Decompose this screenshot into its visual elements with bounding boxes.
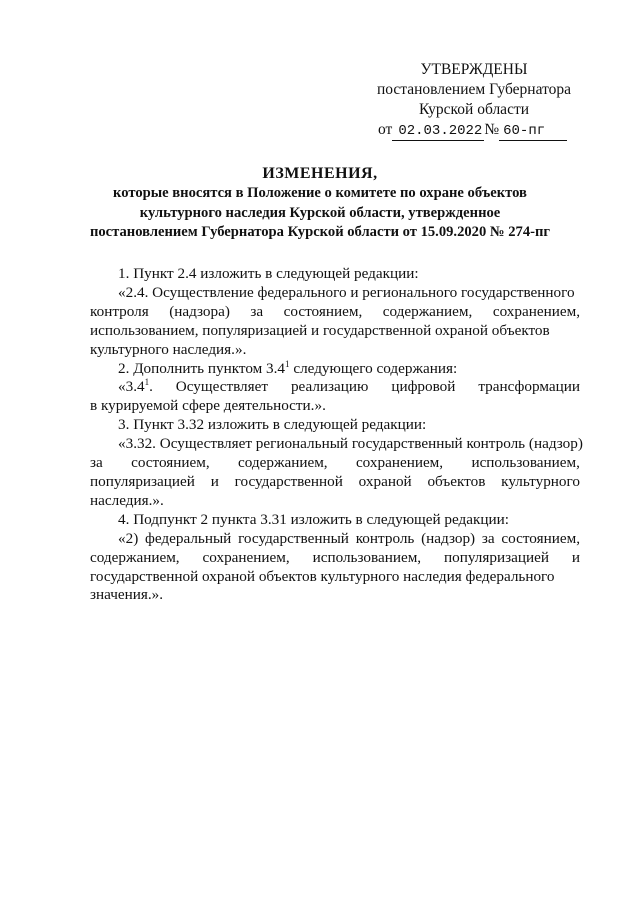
word: культурного xyxy=(501,472,580,490)
item-2-quote-number xyxy=(118,378,153,397)
item-1-quote xyxy=(90,284,580,360)
item-4-quote xyxy=(90,530,580,606)
approval-date-line xyxy=(374,120,574,141)
item-2 xyxy=(90,360,580,379)
word: за xyxy=(481,529,495,547)
item-4-quote-line-4: значения.». xyxy=(90,586,164,604)
word: сохранением, xyxy=(355,454,444,472)
item-2-text-a: 2. Дополнить пунктом 3.4 xyxy=(118,359,286,377)
item-2-text-b: следующего содержания: xyxy=(289,359,458,377)
word: состоянием, xyxy=(131,454,210,472)
item-4-quote-line-2 xyxy=(90,549,580,568)
approval-date: 02.03.2022 xyxy=(392,123,484,141)
approval-title: УТВЕРЖДЕНЫ xyxy=(420,61,528,78)
word: популяризацией xyxy=(444,548,549,566)
item-4-quote-line-1 xyxy=(90,530,580,549)
approval-region: Курской области xyxy=(418,101,530,118)
word: охраной xyxy=(358,472,412,490)
item-1-quote-line-3: использованием, популяризацией и государственной охраной объектов xyxy=(90,321,550,339)
word: государственный xyxy=(238,529,349,547)
word: состоянием, xyxy=(501,529,580,547)
item-2-quote-word-4: трансформации xyxy=(478,378,580,396)
item-2-superscript: 1 xyxy=(285,358,290,369)
item-1-quote-line-4: культурного наследия.». xyxy=(90,340,247,358)
item-2-quote xyxy=(90,378,580,416)
item-2-quote-line-2: в курируемой сфере деятельности.». xyxy=(90,397,326,415)
title-heading: ИЗМЕНЕНИЯ, xyxy=(262,165,378,182)
document-title xyxy=(60,163,580,243)
word: государственной xyxy=(234,472,343,490)
word: и xyxy=(571,548,580,566)
item-3-quote-line-4: наследия.». xyxy=(90,491,164,509)
item-1-quote-line-1: «2.4. Осуществление федерального и регионального государственного xyxy=(118,283,575,301)
item-1: 1. Пункт 2.4 изложить в следующей редакции: xyxy=(118,265,419,282)
date-prefix: от xyxy=(378,121,393,138)
word: (надзор) xyxy=(421,529,476,547)
word: «2) xyxy=(118,529,139,547)
approval-number: 60-пг xyxy=(499,123,567,141)
item-3-quote-line-3 xyxy=(90,473,580,492)
word: содержанием, xyxy=(382,302,473,320)
word: сохранением, xyxy=(492,302,580,320)
approval-stamp xyxy=(374,60,574,141)
item-2-quote-number-text: «3.4 xyxy=(118,378,145,396)
item-2-quote-line-1 xyxy=(90,378,580,397)
item-3-quote-line-1: «3.32. Осуществляет региональный государственный контроль (надзор) xyxy=(118,435,583,453)
item-1-quote-line-2 xyxy=(90,303,580,322)
item-3-quote xyxy=(90,435,583,511)
title-line-1: которые вносятся в Положение о комитете по охране объектов xyxy=(113,185,527,201)
title-line-3: постановлением Губернатора Курской области от 15.09.2020 № 274-пг xyxy=(89,224,551,240)
item-2-quote-word-2: реализацию xyxy=(290,378,369,396)
word: контроль xyxy=(355,529,415,547)
number-prefix: № xyxy=(484,121,500,138)
word: популяризацией xyxy=(90,472,195,490)
word: сохранением, xyxy=(202,548,290,566)
word: содержанием, xyxy=(238,454,328,472)
approval-authority: постановлением Губернатора xyxy=(376,81,572,98)
word: содержанием, xyxy=(90,548,180,566)
word: использованием, xyxy=(312,548,422,566)
word: федеральный xyxy=(145,529,232,547)
item-2-quote-superscript: 1 xyxy=(144,377,150,388)
word: за xyxy=(250,302,264,320)
item-3-quote-line-2 xyxy=(90,454,580,473)
word: и xyxy=(210,472,219,490)
item-2-quote-word-3: цифровой xyxy=(391,378,456,396)
item-4-quote-line-3: государственной охраной объектов культурного наследия федерального xyxy=(90,567,555,585)
word: (надзора) xyxy=(169,302,230,320)
word: контроля xyxy=(90,302,149,320)
title-line-2: культурного наследия Курской области, утвержденное xyxy=(139,204,501,221)
word: использованием, xyxy=(471,454,580,472)
item-2-quote-word-1: Осуществляет xyxy=(175,378,269,396)
word: за xyxy=(90,454,103,472)
word: состоянием, xyxy=(283,302,363,320)
item-3: 3. Пункт 3.32 изложить в следующей редакции: xyxy=(118,416,427,434)
item-4: 4. Подпункт 2 пункта 3.31 изложить в следующей редакции: xyxy=(118,510,509,528)
word: объектов xyxy=(427,472,486,490)
document-body xyxy=(90,265,583,605)
item-2-quote-period: . xyxy=(149,378,153,396)
